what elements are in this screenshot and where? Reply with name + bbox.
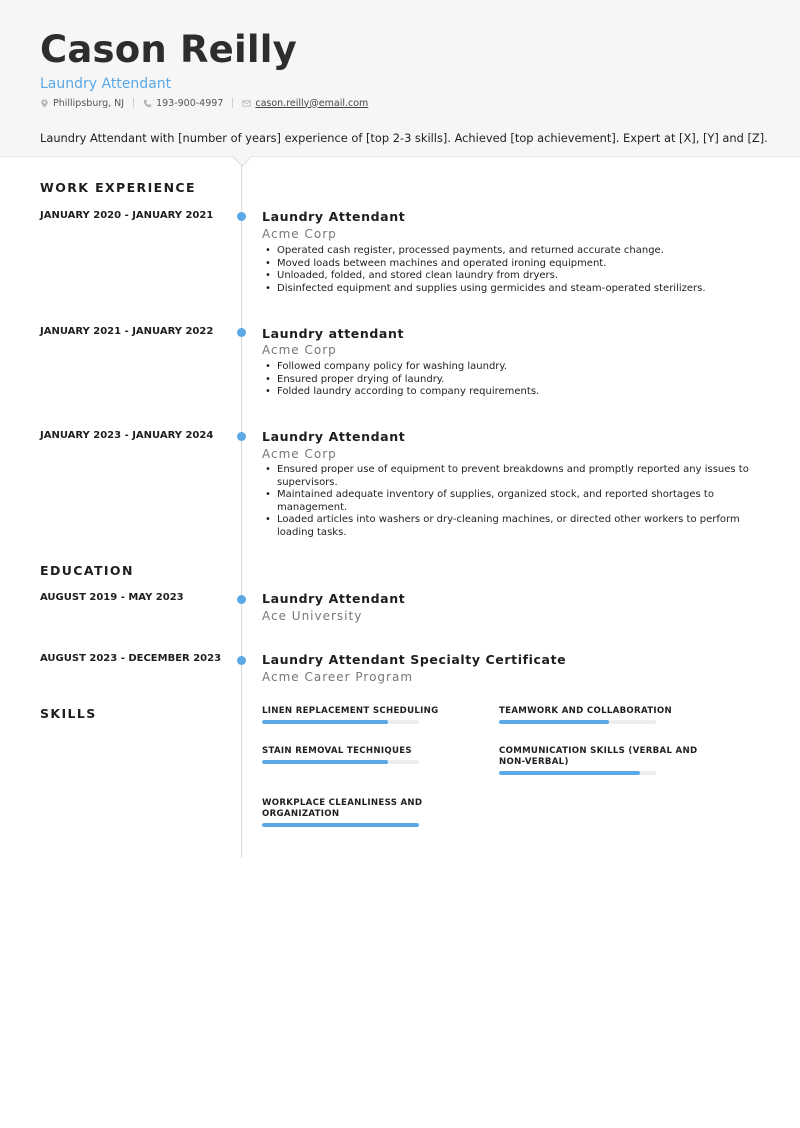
timeline-dot bbox=[237, 595, 246, 604]
skill-name: TEAMWORK AND COLLABORATION bbox=[499, 706, 672, 716]
skill-level-bar bbox=[499, 771, 656, 775]
list-item: • Disinfected equipment and supplies using germicides and steam-operated sterilizers. bbox=[262, 283, 752, 296]
education-entry-1-dates: AUGUST 2019 - MAY 2023 bbox=[40, 592, 184, 603]
phone-text: 193-900-4997 bbox=[156, 97, 224, 109]
education-entry-2-title: Laundry Attendant Specialty Certificate bbox=[262, 652, 567, 667]
work-entry-2-bullets bbox=[262, 361, 752, 399]
timeline-dot bbox=[237, 656, 246, 665]
skill-name: WORKPLACE CLEANLINESS AND ORGANIZATION bbox=[262, 798, 423, 819]
contact-location bbox=[40, 98, 124, 109]
skill-name: LINEN REPLACEMENT SCHEDULING bbox=[262, 706, 439, 716]
work-entry-3-title: Laundry Attendant bbox=[262, 429, 406, 444]
section-title-skills: SKILLS bbox=[40, 706, 97, 721]
skill-item bbox=[499, 706, 699, 724]
list-item: • Moved loads between machines and operated ironing equipment. bbox=[262, 258, 752, 271]
list-item: • Unloaded, folded, and stored clean laundry from dryers. bbox=[262, 270, 752, 283]
section-title-education: EDUCATION bbox=[40, 563, 134, 578]
work-entry-1-title: Laundry Attendant bbox=[262, 209, 406, 224]
skill-level-bar bbox=[262, 823, 419, 827]
timeline-line bbox=[241, 165, 242, 858]
skill-level-bar bbox=[262, 760, 419, 764]
contact-divider bbox=[133, 98, 134, 108]
skill-item bbox=[499, 746, 709, 775]
work-entry-3-dates: JANUARY 2023 - JANUARY 2024 bbox=[40, 430, 214, 441]
timeline-dot bbox=[237, 432, 246, 441]
list-item: • Operated cash register, processed payments, and returned accurate change. bbox=[262, 245, 752, 258]
email-link[interactable]: cason.reilly@email.com bbox=[255, 97, 369, 109]
contact-divider bbox=[232, 98, 233, 108]
work-entry-3-company: Acme Corp bbox=[262, 447, 337, 461]
phone-icon bbox=[143, 99, 152, 108]
skill-level-fill bbox=[499, 771, 640, 775]
list-item: • Ensured proper use of equipment to prevent breakdowns and promptly reported any issues to supervisors. bbox=[262, 464, 752, 489]
work-entry-1-bullets bbox=[262, 245, 752, 295]
work-entry-1-company: Acme Corp bbox=[262, 227, 337, 241]
job-title: Laundry Attendant bbox=[40, 76, 172, 92]
location-pin-icon bbox=[40, 99, 49, 108]
list-item: • Folded laundry according to company requirements. bbox=[262, 386, 752, 399]
education-entry-1-title: Laundry Attendant bbox=[262, 591, 406, 606]
skill-level-fill bbox=[499, 720, 609, 724]
list-item: • Ensured proper drying of laundry. bbox=[262, 374, 752, 387]
professional-summary: Laundry Attendant with [number of years] experience of [top 2-3 skills]. Achieved [top achievement]. Expert at [X], [Y] and [Z]. bbox=[40, 131, 768, 145]
work-entry-2-title: Laundry attendant bbox=[262, 326, 405, 341]
skill-level-fill bbox=[262, 760, 388, 764]
list-item: • Followed company policy for washing laundry. bbox=[262, 361, 752, 374]
skill-item bbox=[262, 798, 442, 827]
list-item: • Loaded articles into washers or dry-cleaning machines, or directed other workers to perform loading tasks. bbox=[262, 514, 752, 539]
skill-item bbox=[262, 746, 462, 764]
contact-phone bbox=[143, 98, 223, 109]
skill-level-bar bbox=[499, 720, 656, 724]
list-item: • Maintained adequate inventory of supplies, organized stock, and reported shortages to management. bbox=[262, 489, 752, 514]
skill-level-bar bbox=[262, 720, 419, 724]
skill-name: STAIN REMOVAL TECHNIQUES bbox=[262, 746, 412, 756]
contact-email[interactable] bbox=[242, 98, 368, 109]
skill-name: COMMUNICATION SKILLS (VERBAL AND NON-VERBAL) bbox=[499, 746, 698, 767]
skill-level-fill bbox=[262, 720, 388, 724]
work-entry-2-dates: JANUARY 2021 - JANUARY 2022 bbox=[40, 326, 214, 337]
skill-item bbox=[262, 706, 462, 724]
education-entry-2-dates: AUGUST 2023 - DECEMBER 2023 bbox=[40, 653, 222, 664]
work-entry-2-company: Acme Corp bbox=[262, 343, 337, 357]
timeline-dot bbox=[237, 212, 246, 221]
skill-level-fill bbox=[262, 823, 419, 827]
work-entry-3-bullets bbox=[262, 464, 752, 540]
contact-info bbox=[40, 96, 368, 110]
location-text: Phillipsburg, NJ bbox=[53, 97, 125, 109]
candidate-name: Cason Reilly bbox=[40, 28, 297, 71]
section-title-work-experience: WORK EXPERIENCE bbox=[40, 180, 196, 195]
timeline-notch bbox=[233, 156, 251, 165]
education-entry-1-school: Ace University bbox=[262, 609, 363, 623]
envelope-icon bbox=[242, 99, 251, 108]
work-entry-1-dates: JANUARY 2020 - JANUARY 2021 bbox=[40, 210, 214, 221]
resume-header bbox=[0, 0, 800, 157]
education-entry-2-school: Acme Career Program bbox=[262, 670, 414, 684]
timeline-dot bbox=[237, 328, 246, 337]
